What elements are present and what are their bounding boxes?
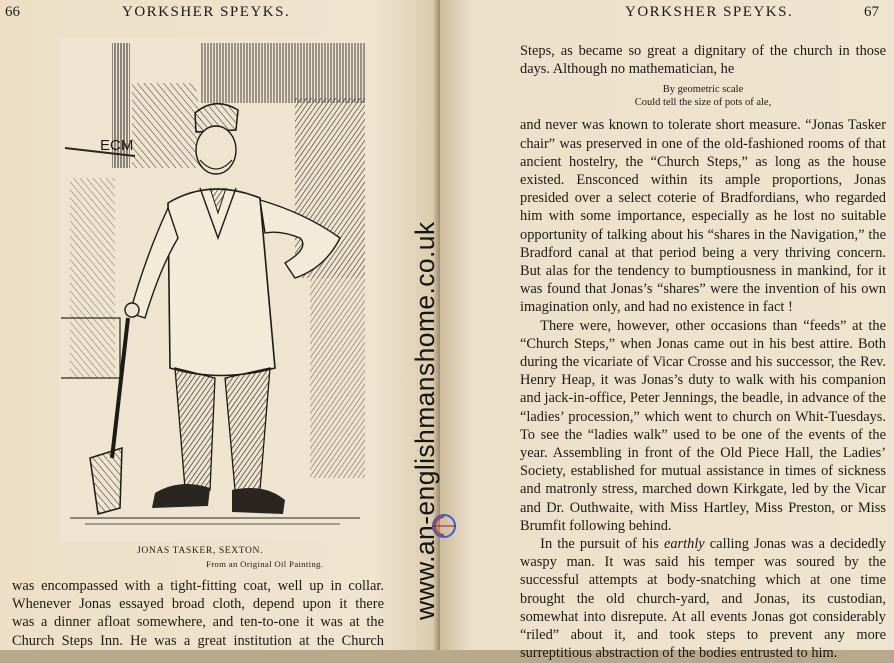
verse-quote (520, 83, 886, 109)
verse-line-1: By geometric scale (662, 84, 744, 96)
right-page-number: 67 (864, 4, 879, 20)
site-watermark: www.an-englishmanshome.co.uk (410, 221, 440, 620)
paragraph-4 (520, 535, 886, 662)
left-page-number: 66 (5, 4, 20, 20)
paragraph-2: and never was known to tolerate short measure. “Jonas Tasker chair” was preserved in one of the old-fashioned rooms of that ancient hostelry, the “Church Steps,” as long as the house existed. Ensconced within its ample proportions, Jonas presided over a select coterie of Bradfordians, who regarded him with some importance, especially as he lost no suitable opportunity of talking about his “shares in the Navigation,” the Bradford canal at that period being a very thriving concern. But alas for the tendency to bumptiousness in mankind, for it was found that Jonas’s “shares” were the invention of his own imagination only, and had no existence in fact ! (520, 117, 886, 316)
paragraph-4-emphasis: earthly (663, 536, 705, 553)
illustration-caption-title: JONAS TASKER, SEXTON. (137, 545, 264, 556)
right-body-text (520, 42, 886, 663)
right-page (440, 0, 894, 662)
left-body-text (12, 577, 384, 650)
left-running-head: YORKSHER SPEYKS. (122, 4, 291, 20)
sexton-illustration (60, 38, 370, 540)
shop-sign-text: ECM (100, 137, 134, 154)
paragraph-3: There were, however, other occasions than “feeds” at the “Church Steps,” when Jonas came out in his best attire. Both during the vicariate of Vicar Crosse and his successor, the Rev. Henry Heap, it was Jonas’s duty to walk with his companion and jack-in-office, Peter Jennings, the beadle, in advance of the “ladies’ procession,” which went to church on Whit-Tuesdays. To see the “ladies walk” used to be one of the events of the year. Assembling in front of the Old Piece Hall, the Ladies’ Society, established for mutual assistance in times of sickness and matronly stress, marched down Kirkgate, led by the Vicar and Dr. Outhwaite, with Miss Hartley, Miss Preston, or Miss Brumfit following behind. (520, 317, 886, 534)
paragraph-4-start: In the pursuit of his (540, 536, 664, 553)
left-line-4: Church Steps Inn. He was a great institution at the Church (12, 632, 384, 649)
left-page (0, 0, 440, 650)
paragraph-4-end: calling Jonas was a decidedly waspy man. It was said his temper was soured by the successful attempts at body-snatching which at one time brought the old church-yard, and Jonas, its custodian, somewhat into disrepute. At all events Jonas got considerably “riled” about it, and took steps to prevent any more surreptitious abstraction of the bodies entrusted to him. (520, 536, 886, 662)
illustration-caption-source: From an Original Oil Painting. (206, 559, 324, 569)
paragraph-1: Steps, as became so great a dignitary of the church in those days. Although no mathematician, he (520, 43, 886, 78)
left-line-3: was a dinner afloat somewhere, and ten-to-one it was at the (12, 614, 384, 631)
verse-line-2: Could tell the size of pots of ale, (634, 97, 772, 109)
left-line-1: was encompassed with a tight-fitting coat, well up in collar. (12, 578, 384, 594)
watermark-logo-icon (430, 512, 458, 540)
left-line-2: Whenever Jonas essayed broad cloth, depend upon it there (12, 596, 384, 613)
right-running-head: YORKSHER SPEYKS. (625, 4, 794, 20)
